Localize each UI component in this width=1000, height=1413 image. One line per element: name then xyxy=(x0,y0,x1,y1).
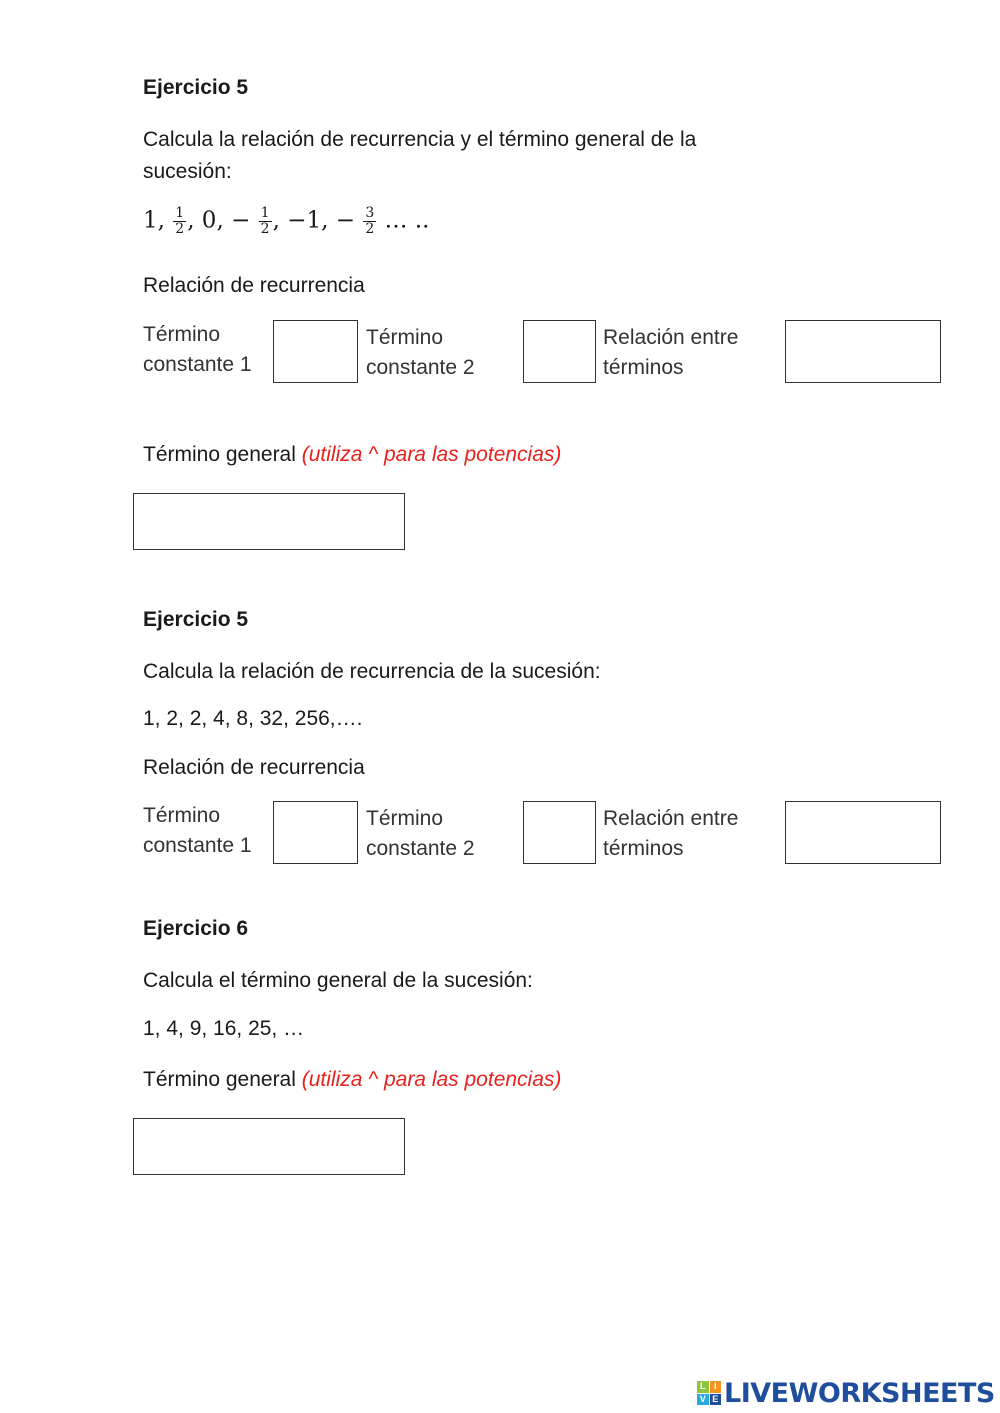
exercise-2-relation-label: Relación entre términos xyxy=(603,807,739,860)
exercise-1-prompt-line2: sucesión: xyxy=(143,160,232,183)
exercise-3-general-heading xyxy=(143,1068,561,1092)
liveworksheets-wordmark: LIVEWORKSHEETS xyxy=(724,1377,995,1409)
sequence-term: , 0, − xyxy=(187,207,251,234)
exercise-2-const1-input[interactable] xyxy=(273,801,358,864)
liveworksheets-logo xyxy=(697,1376,995,1410)
exercise-2-prompt: Calcula la relación de recurrencia de la sucesión: xyxy=(143,660,601,683)
exercise-2-sequence: 1, 2, 2, 4, 8, 32, 256,…. xyxy=(143,707,363,730)
exercise-1-title: Ejercicio 5 xyxy=(143,76,249,99)
exercise-2-recurrence-heading: Relación de recurrencia xyxy=(143,756,365,779)
exercise-2-const1-label: Término constante 1 xyxy=(143,804,252,857)
exercise-2-title: Ejercicio 5 xyxy=(143,608,249,631)
exercise-1-general-input[interactable] xyxy=(133,493,405,550)
exercise-2-relation-input[interactable] xyxy=(785,801,941,864)
exercise-1-relation-label: Relación entre términos xyxy=(603,326,739,379)
exercise-3-sequence: 1, 4, 9, 16, 25, … xyxy=(143,1017,305,1040)
exercise-1-general-heading xyxy=(143,443,561,467)
exercise-1-const1-label: Término constante 1 xyxy=(143,323,252,376)
exercise-1-relation-input[interactable] xyxy=(785,320,941,383)
general-term-hint: (utiliza ^ para las potencias) xyxy=(301,443,562,466)
sequence-term: 1, xyxy=(143,207,165,234)
exercise-1-recurrence-heading: Relación de recurrencia xyxy=(143,274,365,297)
exercise-3-title: Ejercicio 6 xyxy=(143,917,249,940)
fraction-one-half-neg: $\frac{1}{2}$ xyxy=(260,205,270,237)
exercise-1-const2-label: Término constante 2 xyxy=(366,326,475,379)
exercise-3-prompt: Calcula el término general de la sucesión: xyxy=(143,969,533,992)
liveworksheets-logo-icon: L I V E xyxy=(697,1381,721,1405)
fraction-one-half: $\frac{1}{2}$ xyxy=(175,205,185,237)
exercise-2-const2-input[interactable] xyxy=(523,801,596,864)
general-term-hint: (utiliza ^ para las potencias) xyxy=(301,1068,562,1091)
general-term-label: Término general xyxy=(143,1068,296,1091)
exercise-3-general-input[interactable] xyxy=(133,1118,405,1175)
exercise-1-const2-input[interactable] xyxy=(523,320,596,383)
fraction-three-halves-neg: $\frac{3}{2}$ xyxy=(365,205,375,237)
exercise-2-const2-label: Término constante 2 xyxy=(366,807,475,860)
exercise-1-prompt-line1: Calcula la relación de recurrencia y el término general de la xyxy=(143,128,697,151)
exercise-1-sequence xyxy=(143,206,429,237)
exercise-1-const1-input[interactable] xyxy=(273,320,358,383)
sequence-ellipsis: … .. xyxy=(384,207,430,234)
sequence-term: , −1, − xyxy=(272,207,355,234)
general-term-label: Término general xyxy=(143,443,296,466)
